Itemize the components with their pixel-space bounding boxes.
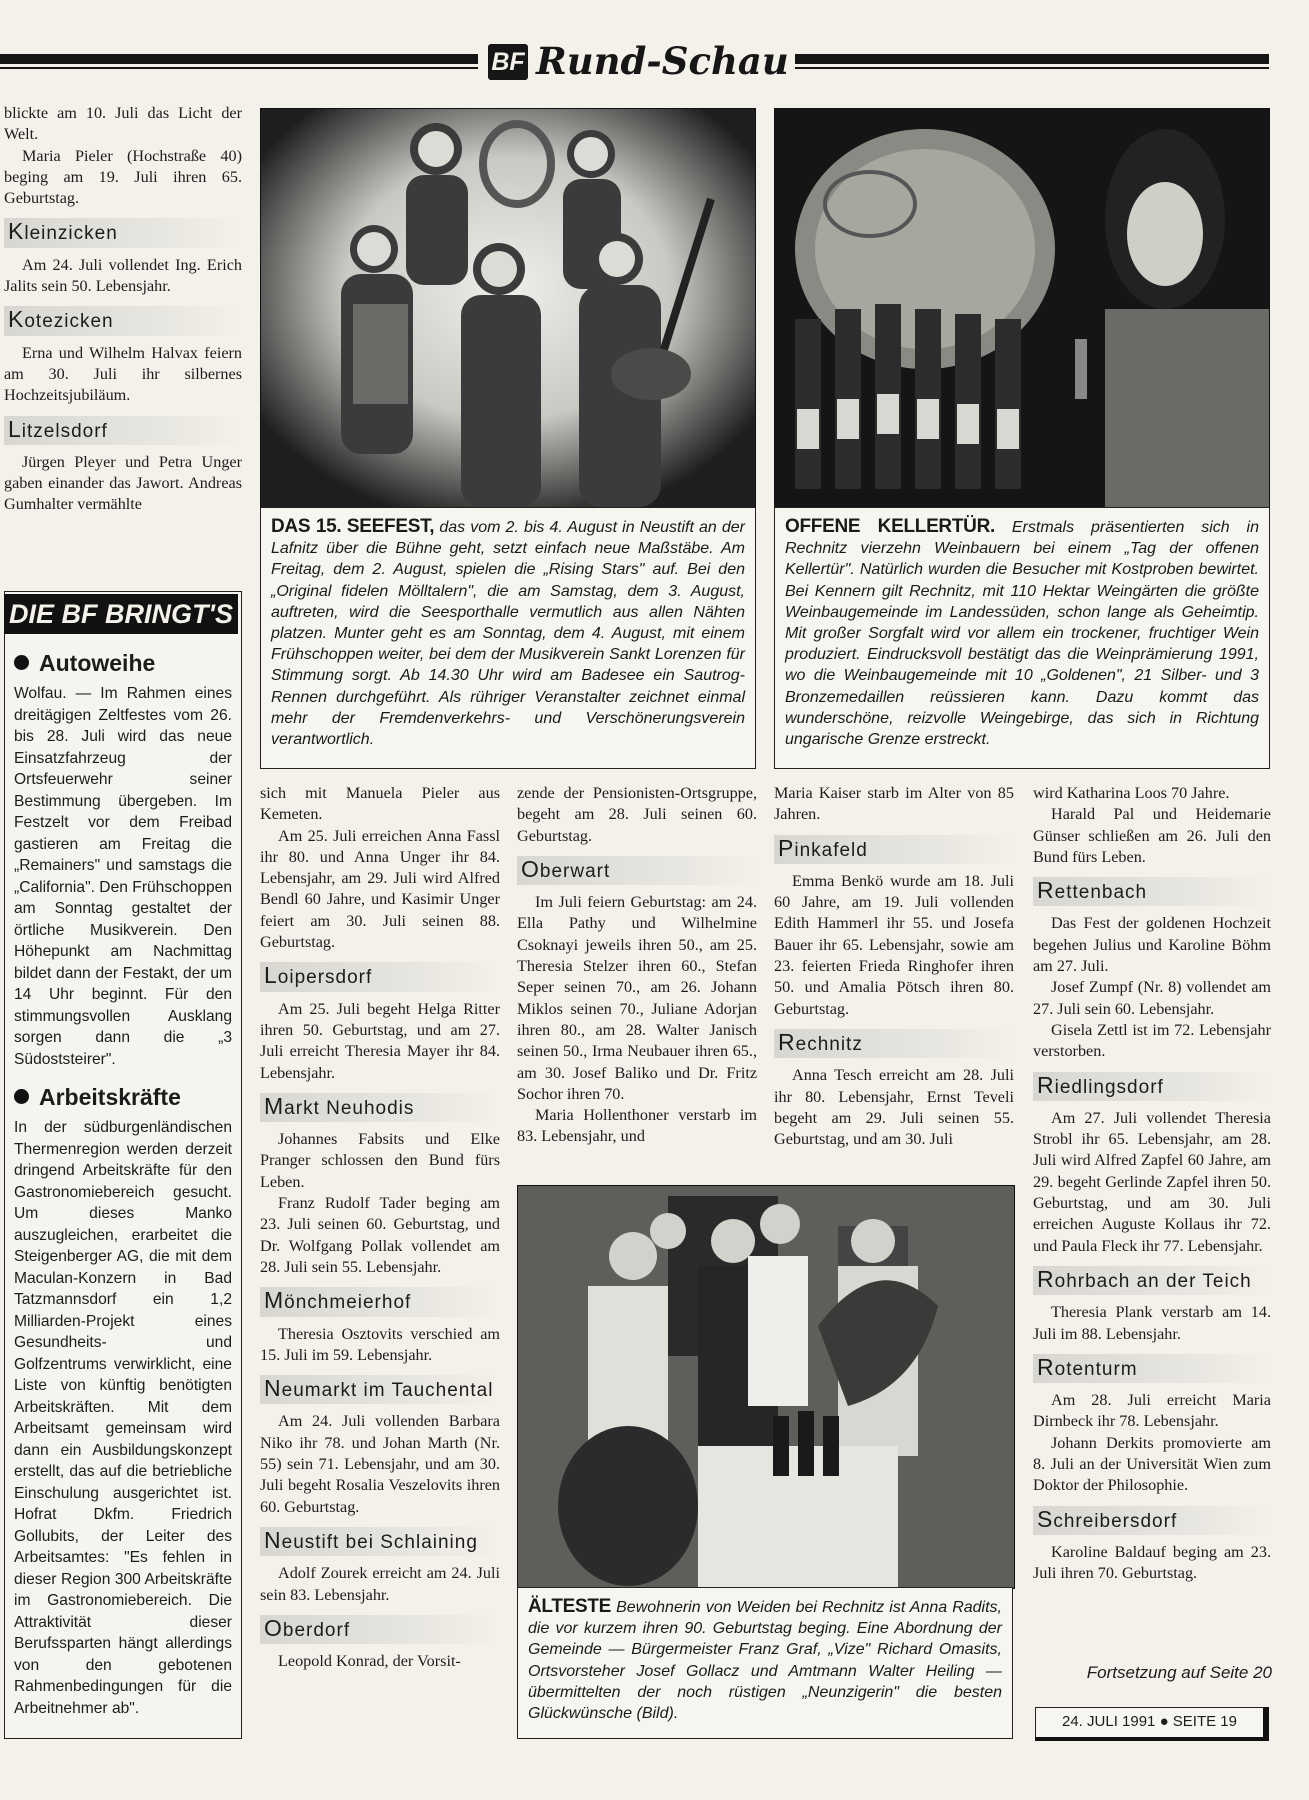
article-text: Theresia Osztovits verschied am 15. Juli im 59. Lebensjahr. <box>260 1324 500 1364</box>
article-text: Johannes Fabsits und Elke Pranger schlossen den Bund fürs Leben. <box>260 1130 500 1191</box>
article-text: Am 24. Juli vollenden Barbara Niko ihr 78. und Johan Marth (Nr. 55) sein 71. Lebensjahr, und am 30. Juli begeht Rosalia Veszelovits ihren 60. Geburtstag. <box>260 1412 500 1516</box>
caption-kellertuer <box>774 507 1270 769</box>
article-text: sich mit Manuela Pieler aus Kemeten. <box>260 784 500 824</box>
article-text: Maria Kaiser starb im Alter von 85 Jahren. <box>774 784 1014 824</box>
article-text: Maria Hollenthoner verstarb im 83. Lebensjahr, und <box>517 1106 757 1146</box>
article-text: Adolf Zourek erreicht am 24. Juli sein 83. Lebensjahr. <box>260 1564 500 1604</box>
town-heading: Kleinzicken <box>4 218 242 247</box>
town-heading: Mönchmeierhof <box>260 1287 500 1316</box>
column-2 <box>260 783 500 1672</box>
town-heading: Neumarkt im Tauchental <box>260 1375 500 1404</box>
section-title: Rund-Schau <box>536 39 789 83</box>
photo-aelteste <box>517 1185 1015 1589</box>
article-text: Am 24. Juli vollendet Ing. Erich Jalits sein 50. Lebensjahr. <box>4 255 242 296</box>
town-heading: Kotezicken <box>4 306 242 335</box>
bullet-icon <box>14 655 29 670</box>
article-text: Emma Benkö wurde am 18. Juli 60 Jahre, am 19. Juli vollenden Edith Hammerl ihr 55. und Josefa Bauer ihr 65. Lebensjahr, sowie am 23. feierten Frieda Ringhofer ihren 50. und Amalia Pötsch ihren 80. Geburtstag. <box>774 871 1014 1018</box>
town-heading: Rotenturm <box>1033 1354 1271 1383</box>
group-photo-illustration <box>518 1186 1014 1588</box>
town-heading: Litzelsdorf <box>4 416 242 445</box>
article-text: Anna Tesch erreicht am 28. Juli ihr 80. Lebensjahr, Ernst Teveli begeht am 29. Juli seinen 55. Geburtstag, und am 30. Juli <box>774 1066 1014 1149</box>
caption-aelteste <box>517 1587 1013 1739</box>
article-text: Maria Pieler (Hochstraße 40) beging am 19. Juli ihren 65. Geburtstag. <box>4 146 242 208</box>
article-text: Karoline Baldauf beging am 23. Juli ihren 70. Geburtstag. <box>1033 1542 1271 1583</box>
article-text: Erna und Wilhelm Halvax feiern am 30. Juli ihr silbernes Hochzeitsjubiläum. <box>4 343 242 405</box>
wine-photo-illustration <box>775 109 1269 507</box>
header-rule-left <box>0 54 478 64</box>
article-text: Johann Derkits promovierte am 8. Juli an der Universität Wien zum Doktor der Philosophie. <box>1033 1433 1271 1495</box>
article-text: Am 27. Juli vollendet Theresia Strobl ihr 65. Lebensjahr, am 28. Juli wird Alfred Zapfel 60 Jahre, am 29. begeht Gerlinde Zapfel ihren 50. Geburtstag, und am 30. Juli erreichen Auguste Kollaus ihr 72. und Paula Fleck ihr 77. Lebensjahr. <box>1033 1108 1271 1255</box>
town-heading: Rettenbach <box>1033 877 1271 906</box>
article-text: Leopold Konrad, der Vorsit- <box>278 1652 461 1671</box>
town-heading: Loipersdorf <box>260 962 500 991</box>
town-heading: Rechnitz <box>774 1029 1014 1058</box>
continuation-note: Fortsetzung auf Seite 20 <box>1086 1663 1272 1682</box>
header-rule-right-thin <box>795 67 1269 69</box>
column-1-top <box>4 103 242 516</box>
article-text: Am 25. Juli erreichen Anna Fassl ihr 80. und Anna Unger ihr 84. Lebensjahr, am 29. Juli wird Alfred Bendl 60 Jahre, und Kasimir Unger feiert am 30. Juli seinen 88. Geburtstag. <box>260 826 500 952</box>
town-heading: Riedlingsdorf <box>1033 1072 1271 1101</box>
town-heading: Rohrbach an der Teich <box>1033 1266 1271 1295</box>
caption-lead: DAS 15. SEEFEST, <box>271 516 435 537</box>
bringts-text: Wolfau. — Im Rahmen eines dreitägigen Zeltfestes vom 26. bis 28. Juli wird das neue Einsatzfahrzeug der Ortsfeuerwehr seiner Bestimmung übergeben. Im Festzelt vor dem Freibad gastieren am Freitag die „Remainers" und samstags die „California". Den Frühschoppen am Sonntag gestaltet der örtliche Musikverein. Den Höhepunkt am Nachmittag bildet dann der Festakt, der um 14 Uhr beginnt. Für den stimmungsvollen Ausklang sorgen dann die „3 Südoststeirer". <box>14 685 232 1068</box>
article-text: zende der Pensionisten-Ortsgruppe, begeht am 28. Juli seinen 60. Geburtstag. <box>517 784 757 845</box>
article-text: Gisela Zettl ist im 72. Lebensjahr verstorben. <box>1033 1020 1271 1061</box>
column-4 <box>774 783 1014 1150</box>
town-heading: Pinkafeld <box>774 835 1014 864</box>
article-text: Das Fest der goldenen Hochzeit begehen Julius und Karoline Böhm am 27. Juli. <box>1033 914 1271 976</box>
column-3 <box>517 783 757 1148</box>
town-heading: Oberwart <box>517 856 757 885</box>
article-text: Josef Zumpf (Nr. 8) vollendet am 27. Juli sein 60. Lebensjahr. <box>1033 978 1271 1018</box>
town-heading: Schreibersdorf <box>1033 1506 1271 1535</box>
bringts-heading: Autoweihe <box>14 650 232 677</box>
article-text: Harald Pal und Heidemarie Günser schließen am 26. Juli den Bund fürs Leben. <box>1033 805 1271 866</box>
bf-logo: BF <box>488 44 528 80</box>
caption-seefest <box>260 507 756 769</box>
article-text: Am 25. Juli begeht Helga Ritter ihren 50. Geburtstag, und am 27. Juli erreicht Theresia Mayer ihr 84. Lebensjahr. <box>260 999 500 1082</box>
header-rule-right <box>795 54 1269 64</box>
band-photo-illustration <box>261 109 755 507</box>
caption-lead: OFFENE KELLERTÜR. <box>785 516 995 537</box>
town-heading: Neustift bei Schlaining <box>260 1527 500 1556</box>
article-text: Theresia Plank verstarb am 14. Juli im 88. Lebensjahr. <box>1033 1303 1271 1343</box>
caption-text: das vom 2. bis 4. August in Neustift an der Lafnitz über die Bühne geht, setzt einfach neue Maßstäbe. Am Freitag, dem 2. August, spielen die „Rising Stars" auf. Bei den „Original fidelen Mölltalern", die am Samstag, dem 3. August, auftreten, wird die Seesporthalle vermutlich aus allen Nähten platzen. Munter geht es am Sonntag, dem 4. August, mit einem Frühschoppen weiter, bei dem der Musikverein Sankt Lorenzen für Stimmung sorgt. Ab 14.30 Uhr wird am Badesee ein Sautrog-Rennen durchgeführt. Als rühriger Veranstalter zeichnet einmal mehr der Fremdenverkehrs- und Verschönerungsverein verantwortlich. <box>271 519 745 749</box>
article-text: blickte am 10. Juli das Licht der Welt. <box>4 104 242 144</box>
bullet-icon <box>14 1089 29 1104</box>
caption-text: Bewohnerin von Weiden bei Rechnitz ist Anna Radits, die vor kurzem ihren 90. Geburtstag beging. Eine Abordnung der Gemeinde — Bürgermeister Franz Graf, „Vize" Richard Omasits, Ortsvorsteher Josef Gollacz und Amtmann Walter Heiling — übermittelten der noch rüstigen „Neunzigerin" die besten Glückwünsche (Bild). <box>528 1599 1002 1723</box>
bringts-text: In der südburgenländischen Thermenregion werden derzeit dringend Arbeitskräfte für den Gastronomiebereich gesucht. Um dieses Manko auszugleichen, erarbeitet die Steigenberger AG, die mit dem Maculan-Konzern in Bad Tatzmannsdorf ein 1,2 Milliarden-Projekt eines Gesundheits- und Golfzentrums verwirklicht, eine Liste von künftig benötigten Arbeitskräften. Mit dem Arbeitsamt gemeinsam wird dann ein Ausbildungskonzept erstellt, das auf die betriebliche Einschulung ausgerichtet ist. Hofrat Dkfm. Friedrich Gollubits, der Leiter des Arbeitsamtes: "Es fehlen in dieser Region 300 Arbeitskräfte im Gastronomiebereich. Die Attraktivität dieser Berufssparten hängt allerdings von den gebotenen Rahmenbedingungen für die Arbeitnehmer ab". <box>14 1119 232 1717</box>
town-heading: Markt Neuhodis <box>260 1093 500 1122</box>
article-text: Jürgen Pleyer und Petra Unger gaben einander das Jawort. Andreas Gumhalter vermählte <box>4 452 242 514</box>
article-text: Franz Rudolf Tader beging am 23. Juli seinen 60. Geburtstag, und Dr. Wolfgang Pollak vollendet am 28. Juli sein 55. Lebensjahr. <box>260 1194 500 1276</box>
header-rule-left-thin <box>0 67 478 69</box>
town-heading: Oberdorf <box>260 1615 500 1644</box>
bringts-title: DIE BF BRINGT'S <box>4 594 238 634</box>
page-footer: 24. JULI 1991 ● SEITE 19 <box>1035 1707 1269 1741</box>
caption-lead: ÄLTESTE <box>528 1596 612 1617</box>
article-text: Im Juli feiern Geburtstag: am 24. Ella Pathy und Wilhelmine Csoknayi jeweils ihren 50., am 25. Theresia Stelzer ihren 60., Stefan Seper seinen 70., am 26. Johann Miklos seinen 70., Juliane Adorjan ihren 80., am 28. Walter Janisch seinen 50., Irma Neubauer ihren 65., am 30. Josef Baliko und Dr. Fritz Sochor ihren 70. <box>517 893 757 1103</box>
bringts-content <box>14 640 232 1719</box>
bringts-heading: Arbeitskräfte <box>14 1084 232 1111</box>
photo-wine-cellar <box>774 108 1270 508</box>
article-text: wird Katharina Loos 70 Jahre. <box>1033 784 1230 802</box>
caption-text: Erstmals präsentierten sich in Rechnitz vierzehn Weinbauern bei einem „Tag der offenen Kellertür". Natürlich wurden die Besucher mit Kostproben bewirtet. Bei Kennern gilt Rechnitz, mit 110 Hektar Weingärten die größte Weinbaugemeinde im Landessüden, schon lange als Geheimtip. Mit großer Sorgfalt wird vor allem ein trockener, fruchtiger Wein produziert. Eindrucksvoll bestätigt das die Weinprämierung 1991, wo die Weinbaugemeinde mit 10 „Goldenen", 21 Silber- und 3 Bronzemedaillen reüssieren kann. Dazu kommt das wunderschöne, reizvolle Weingebirge, das sich in Richtung ungarische Grenze erstreckt. <box>785 519 1259 749</box>
photo-band <box>260 108 756 508</box>
column-5 <box>1033 783 1271 1585</box>
article-text: Am 28. Juli erreicht Maria Dirnbeck ihr 78. Lebensjahr. <box>1033 1391 1271 1431</box>
